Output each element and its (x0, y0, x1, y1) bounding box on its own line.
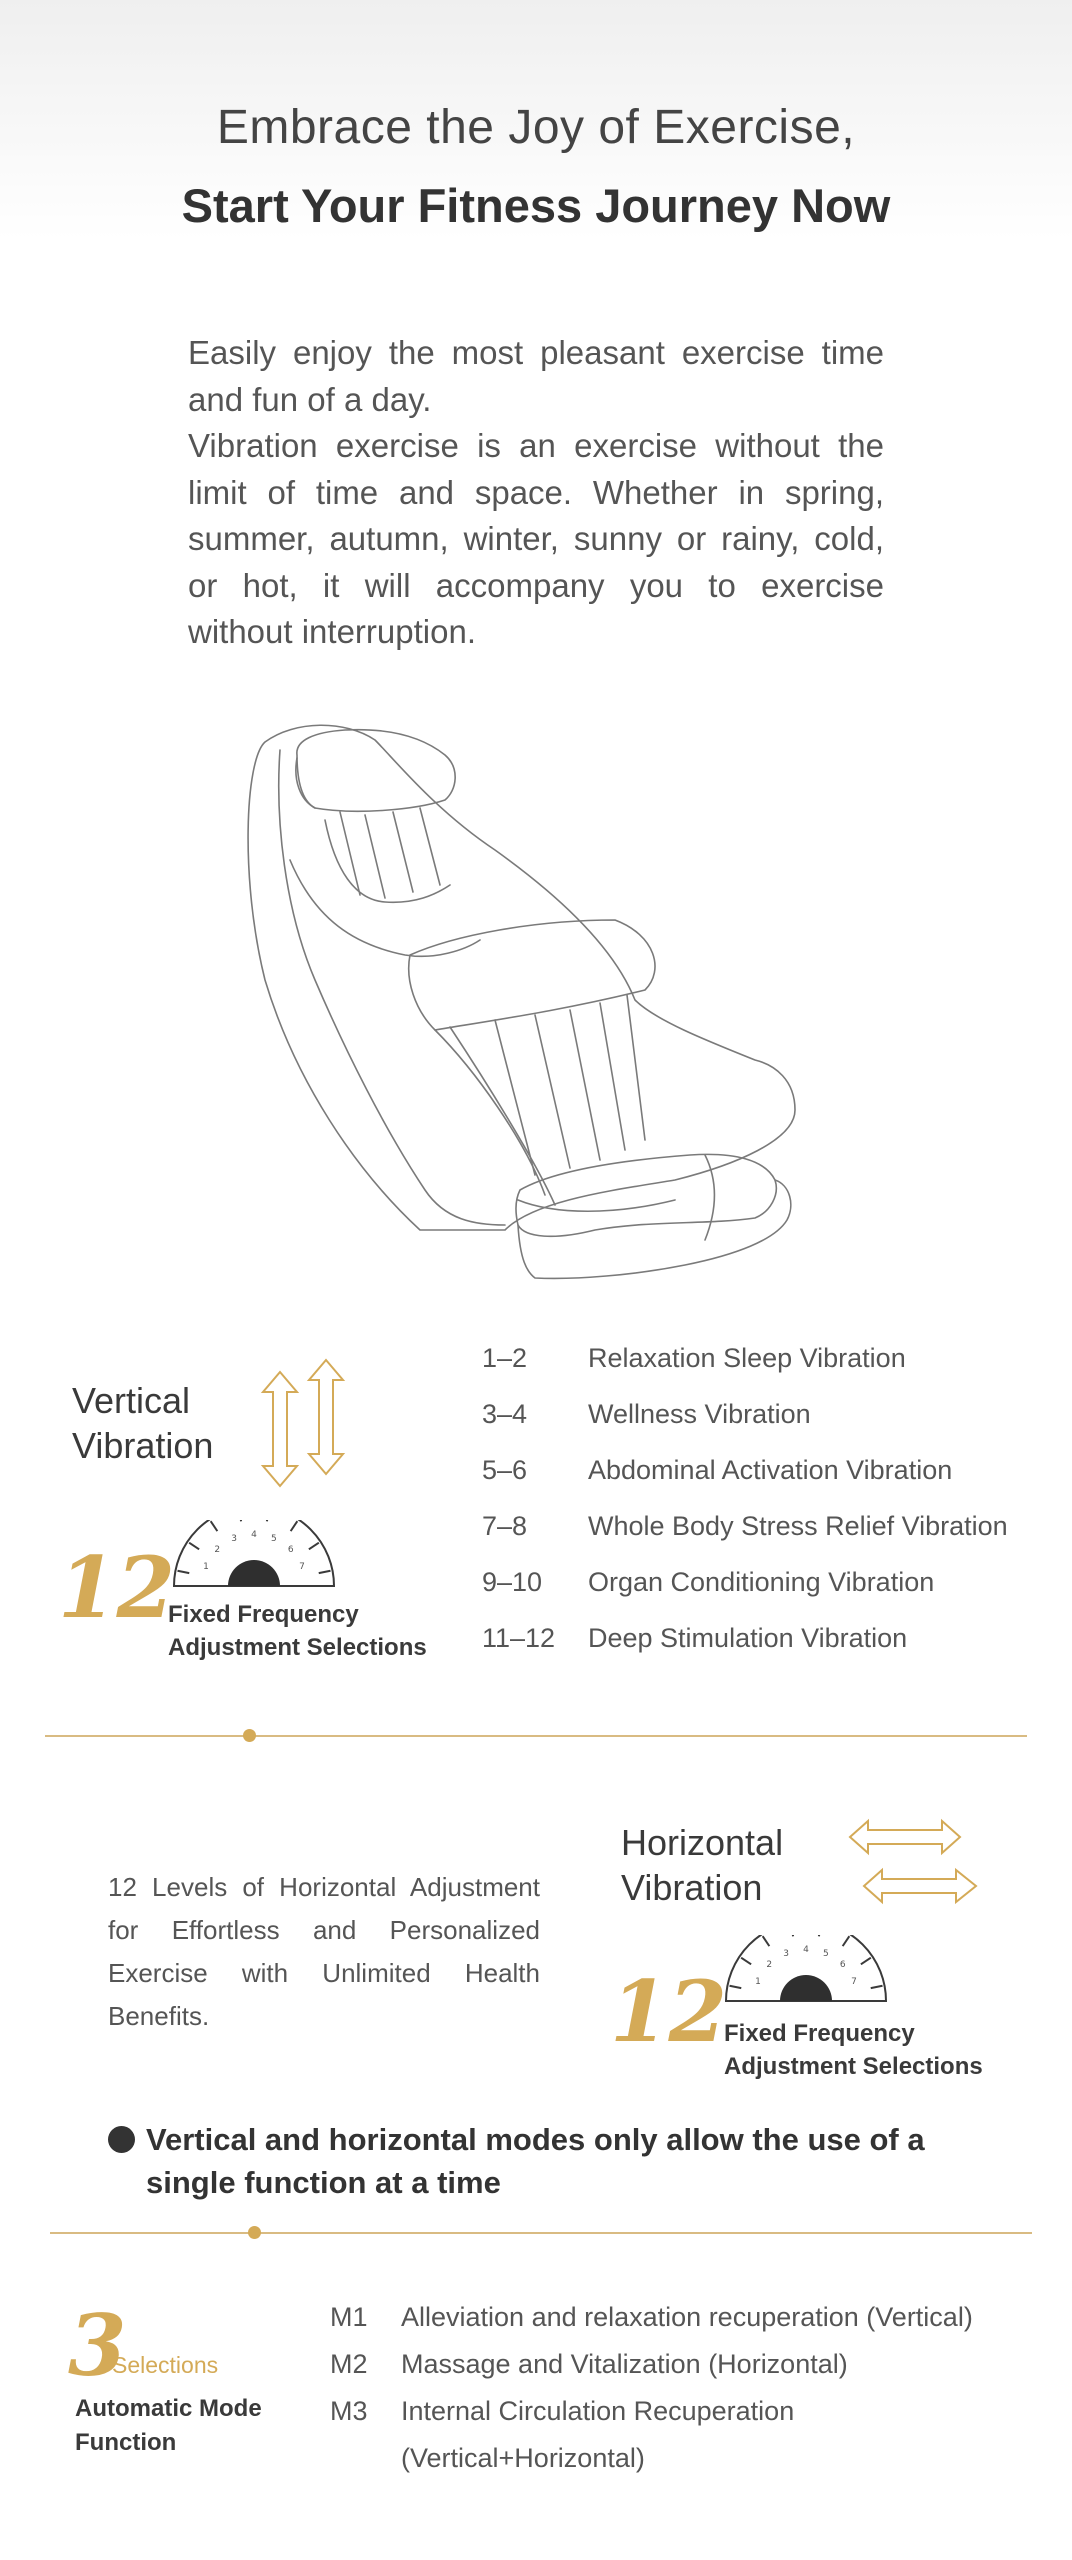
gauge-tick (871, 1986, 883, 1988)
gauge-tick-label: 4 (251, 1530, 257, 1540)
range-number: 3–4 (482, 1399, 528, 1429)
mode-label: (Vertical+Horizontal) (401, 2443, 645, 2473)
gauge-tick-label: 4 (803, 1945, 809, 1955)
mode-label: Alleviation and relaxation recuperation (Vertical) (401, 2302, 973, 2332)
horizontal-caption-line-2: Adjustment Selections (724, 2053, 983, 2080)
gauge-tick-label: 1 (755, 1977, 761, 1988)
gauge-tick (843, 1936, 850, 1946)
gauge-tick-label: 3 (783, 1948, 789, 1959)
horizontal-caption-line-1: Fixed Frequency (724, 2020, 915, 2047)
gauge-tick-label: 1 (203, 1562, 209, 1573)
headline-line-1: Embrace the Joy of Exercise, (216, 101, 856, 154)
auto-mode-caption (75, 2392, 262, 2460)
section-divider (45, 1735, 1027, 1737)
range-label: Abdominal Activation Vibration (588, 1455, 953, 1485)
horizontal-vibration-title (621, 1820, 783, 1910)
gauge-tick (267, 1520, 269, 1521)
vertical-vibration-title (72, 1378, 213, 1468)
gauge-tick (741, 1958, 751, 1965)
intro-paragraph-2: Vibration exercise is an exercise without the limit of time and space. Whether in spring, summer, autumn, winter, sunny or rainy, cold, or hot, it will accompany you to exercise without interruption. (188, 427, 884, 650)
horizontal-frequency-gauge-icon (722, 1935, 890, 2005)
auto-mode-caption-line-1: Automatic Mode (75, 2395, 262, 2422)
gauge-tick (211, 1521, 218, 1531)
range-label: Wellness Vibration (588, 1399, 811, 1429)
range-label: Relaxation Sleep Vibration (588, 1343, 906, 1373)
gauge-tick (763, 1936, 770, 1946)
range-label: Deep Stimulation Vibration (588, 1623, 908, 1653)
headline-line-2: Start Your Fitness Journey Now (181, 179, 891, 232)
auto-mode-caption-line-2: Function (75, 2429, 177, 2456)
gauge-tick-label: 5 (271, 1533, 277, 1544)
gauge-tick (177, 1571, 189, 1573)
bullet-icon (108, 2126, 135, 2153)
horizontal-description: 12 Levels of Horizontal Adjustment for Effortless and Personalized Exercise with Unlimited Health Benefits. (108, 1872, 540, 2031)
gauge-tick (791, 1935, 793, 1936)
mode-code: M1 (330, 2302, 368, 2332)
vertical-caption-line-2: Adjustment Selections (168, 1634, 427, 1661)
mode-code: M3 (330, 2396, 368, 2426)
vertical-frequency-gauge-icon (170, 1520, 338, 1590)
vertical-arrows-icon (258, 1358, 358, 1488)
horizontal-caption (724, 2017, 983, 2083)
single-mode-notice (108, 2118, 966, 2204)
vertical-title-line-2: Vibration (72, 1425, 214, 1466)
gauge-tick (319, 1571, 331, 1573)
range-label: Whole Body Stress Relief Vibration (588, 1511, 1008, 1541)
notice-text: Vertical and horizontal modes only allow the use of a single function at a time (146, 2122, 925, 2200)
gauge-tick-label: 6 (839, 1960, 846, 1971)
auto-mode-count-suffix: Selections (112, 2352, 219, 2378)
horizontal-arrows-icon (848, 1818, 980, 1910)
gauge-tick-label: 6 (287, 1545, 294, 1556)
gauge-hub (780, 1975, 832, 2001)
gauge-hub (228, 1560, 280, 1586)
gauge-tick (291, 1521, 298, 1531)
gauge-tick (239, 1520, 241, 1521)
divider-dot (248, 2226, 261, 2239)
vertical-caption (168, 1598, 427, 1664)
horizontal-title-line-1: Horizontal (621, 1822, 784, 1863)
gauge-tick (729, 1986, 741, 1988)
gauge-tick (189, 1543, 199, 1550)
range-number: 7–8 (482, 1511, 528, 1541)
vertical-count: 12 (58, 1538, 175, 1637)
mode-label: Internal Circulation Recuperation (401, 2396, 795, 2426)
intro-paragraph-1: Easily enjoy the most pleasant exercise time and fun of a day. (188, 334, 884, 418)
range-number: 1–2 (482, 1343, 528, 1373)
section-divider (50, 2232, 1032, 2234)
divider-dot (243, 1729, 256, 1742)
gauge-tick-label: 7 (851, 1977, 857, 1988)
auto-mode-count: 3 (68, 2296, 127, 2395)
gauge-tick-label: 2 (766, 1960, 773, 1971)
intro-text (188, 330, 884, 656)
horizontal-title-line-2: Vibration (621, 1867, 763, 1908)
range-number: 5–6 (482, 1455, 528, 1485)
gauge-tick (861, 1958, 871, 1965)
gauge-tick-label: 5 (823, 1948, 829, 1959)
horizontal-count: 12 (610, 1962, 727, 2061)
gauge-tick (819, 1935, 821, 1936)
gauge-tick-label: 7 (299, 1562, 305, 1573)
gauge-tick-label: 2 (214, 1545, 221, 1556)
gauge-tick-label: 3 (231, 1533, 237, 1544)
vertical-title-line-1: Vertical (72, 1380, 191, 1421)
mode-label: Massage and Vitalization (Horizontal) (401, 2349, 848, 2379)
vertical-caption-line-1: Fixed Frequency (168, 1601, 359, 1628)
mode-code: M2 (330, 2349, 368, 2379)
gauge-tick (309, 1543, 319, 1550)
range-label: Organ Conditioning Vibration (588, 1567, 935, 1597)
range-number: 9–10 (482, 1567, 543, 1597)
range-number: 11–12 (482, 1623, 556, 1653)
massage-chair-illustration (235, 720, 805, 1290)
